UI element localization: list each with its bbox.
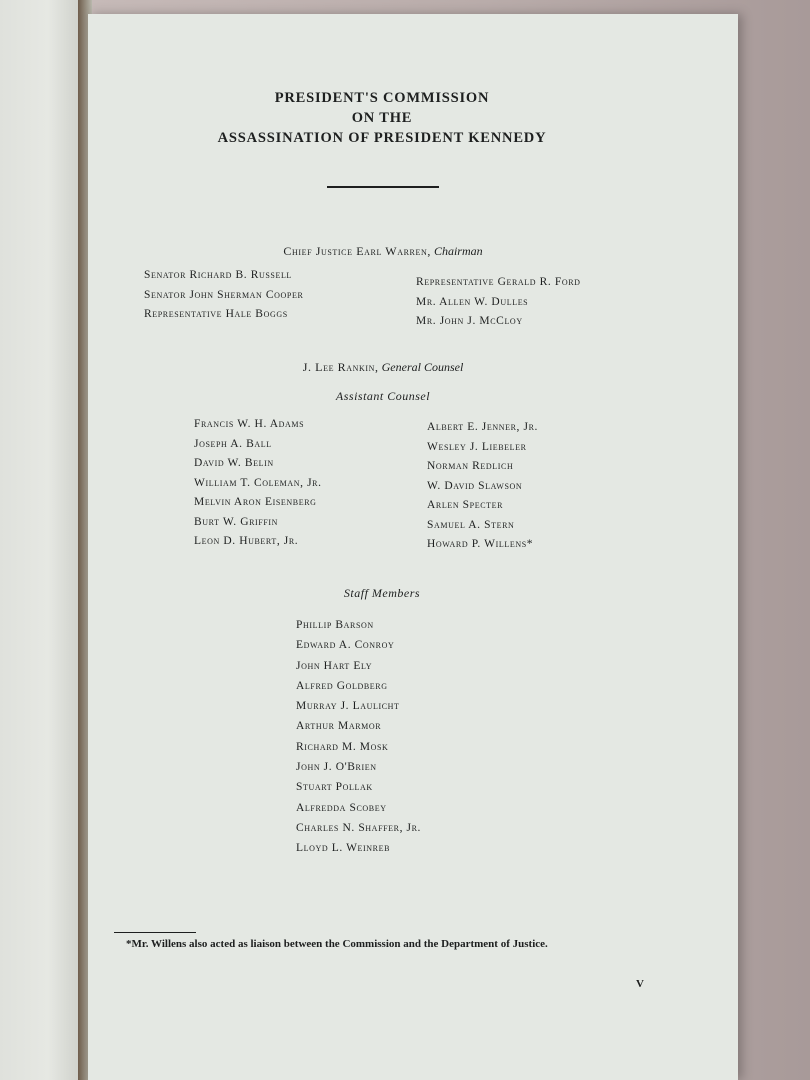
general-counsel-role: General Counsel (381, 360, 464, 374)
counsel-name: David W. Belin (194, 457, 274, 469)
footnote-text: *Mr. Willens also acted as liaison between the Commission and the Department of Justice. (126, 938, 548, 950)
title-line-3: ASSASSINATION OF PRESIDENT KENNEDY (217, 130, 547, 146)
title-divider (327, 186, 439, 188)
book-page (88, 14, 738, 1080)
counsel-name: Burt W. Griffin (194, 515, 279, 528)
counsel-name: Norman Redlich (427, 460, 514, 472)
staff-name: Lloyd L. Weinreb (296, 842, 391, 855)
member-name: Senator John Sherman Cooper (144, 288, 304, 301)
chairman-name: Chief Justice Earl Warren, (283, 244, 431, 258)
previous-page-edge (0, 0, 82, 1080)
counsel-name: Francis W. H. Adams (194, 418, 305, 430)
staff-name: Alfred Goldberg (296, 679, 388, 692)
staff-name: Alfredda Scobey (296, 801, 387, 814)
counsel-name: William T. Coleman, Jr. (194, 476, 322, 489)
staff-members-column (296, 615, 421, 859)
assistant-counsel-right-column (427, 418, 538, 555)
general-counsel-name: J. Lee Rankin, (302, 360, 379, 374)
staff-name: Stuart Pollak (296, 781, 373, 794)
title-line-1: PRESIDENT'S COMMISSION (274, 90, 490, 106)
staff-members-heading: Staff Members (343, 586, 421, 600)
page-number: V (636, 978, 644, 990)
staff-name: Arthur Marmor (296, 720, 382, 733)
counsel-name: Wesley J. Liebeler (427, 440, 527, 453)
members-right-column (416, 273, 581, 332)
chairman-line (88, 244, 678, 259)
staff-name: Phillip Barson (296, 619, 374, 631)
counsel-name: Howard P. Willens* (427, 538, 534, 550)
counsel-name: Melvin Aron Eisenberg (194, 496, 317, 508)
chairman-role: Chairman (433, 244, 483, 258)
counsel-name: Samuel A. Stern (427, 518, 515, 531)
staff-name: Richard M. Mosk (296, 740, 389, 753)
member-name: Mr. Allen W. Dulles (416, 295, 529, 308)
assistant-counsel-left-column (194, 415, 322, 552)
footnote-divider (114, 932, 196, 933)
counsel-name: Leon D. Hubert, Jr. (194, 535, 299, 547)
member-name: Representative Hale Boggs (144, 308, 288, 320)
staff-name: John J. O'Brien (296, 761, 377, 774)
members-left-column (144, 266, 303, 325)
member-name: Senator Richard B. Russell (144, 269, 292, 281)
counsel-name: W. David Slawson (427, 479, 523, 492)
member-name: Representative Gerald R. Ford (416, 276, 581, 288)
staff-name: Edward A. Conroy (296, 639, 395, 652)
title-line-2: ON THE (351, 110, 413, 126)
general-counsel-line (88, 360, 678, 375)
member-name: Mr. John J. McCloy (416, 315, 523, 327)
counsel-name: Albert E. Jenner, Jr. (427, 421, 538, 433)
staff-name: Charles N. Shaffer, Jr. (296, 821, 422, 834)
assistant-counsel-heading: Assistant Counsel (335, 389, 431, 403)
counsel-name: Arlen Specter (427, 499, 504, 511)
staff-name: Murray J. Laulicht (296, 700, 400, 713)
page-title (88, 88, 676, 148)
staff-name: John Hart Ely (296, 659, 373, 672)
counsel-name: Joseph A. Ball (194, 437, 272, 450)
